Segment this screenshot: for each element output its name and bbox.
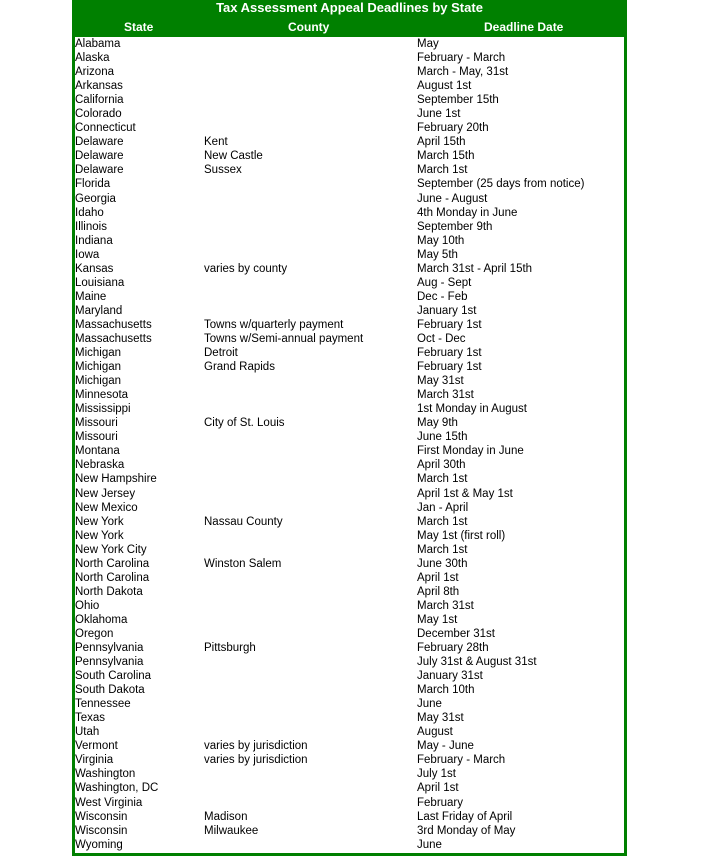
cell-deadline: July 31st & August 31st — [417, 656, 537, 669]
table-row — [75, 121, 624, 135]
cell-deadline: March 1st — [417, 543, 468, 556]
cell-state: New Hampshire — [75, 473, 157, 486]
table-row — [75, 374, 624, 388]
cell-deadline: February 1st — [417, 361, 482, 374]
cell-deadline: April 1st & May 1st — [417, 487, 513, 500]
cell-state: Virginia — [75, 754, 114, 767]
cell-state: South Carolina — [75, 670, 152, 683]
table-row — [75, 725, 624, 739]
cell-deadline: June 15th — [417, 431, 468, 444]
cell-county: varies by county — [204, 262, 288, 275]
cell-deadline: June — [417, 838, 442, 851]
cell-county: Towns w/quarterly payment — [204, 318, 344, 331]
table-row — [75, 444, 624, 458]
deadlines-table — [72, 0, 627, 856]
cell-state: Oklahoma — [75, 613, 128, 626]
table-row — [75, 65, 624, 79]
cell-deadline: Oct - Dec — [417, 332, 466, 345]
table-row — [75, 248, 624, 262]
table-row — [75, 304, 624, 318]
cell-county: City of St. Louis — [204, 417, 285, 430]
table-title: Tax Assessment Appeal Deadlines by State — [216, 0, 483, 15]
cell-state: Wisconsin — [75, 810, 128, 823]
table-row — [75, 711, 624, 725]
cell-deadline: Last Friday of April — [417, 810, 513, 823]
cell-deadline: April 15th — [417, 136, 466, 149]
cell-state: Michigan — [75, 361, 122, 374]
cell-state: Idaho — [75, 206, 104, 219]
cell-deadline: March 1st — [417, 473, 468, 486]
table-row — [75, 683, 624, 697]
cell-deadline: August — [417, 726, 453, 739]
cell-deadline: May 31st — [417, 712, 464, 725]
table-row — [75, 388, 624, 402]
cell-deadline: April 30th — [417, 459, 466, 472]
table-row — [75, 135, 624, 149]
table-row — [75, 93, 624, 107]
cell-deadline: Jan - April — [417, 501, 469, 514]
table-row — [75, 613, 624, 627]
table-row — [75, 79, 624, 93]
table-row — [75, 655, 624, 669]
column-header-state: State — [124, 20, 154, 34]
table-row — [75, 206, 624, 220]
cell-deadline: February - March — [417, 52, 506, 65]
cell-state: California — [75, 94, 124, 107]
cell-state: New Jersey — [75, 487, 136, 500]
table-row — [75, 669, 624, 683]
table-row — [75, 318, 624, 332]
table-row — [75, 472, 624, 486]
cell-county: New Castle — [204, 150, 263, 163]
cell-state: Nebraska — [75, 459, 125, 472]
cell-deadline: February 1st — [417, 318, 482, 331]
table-row — [75, 220, 624, 234]
cell-deadline: March 15th — [417, 150, 475, 163]
table-row — [75, 276, 624, 290]
table-row — [75, 515, 624, 529]
cell-state: Alabama — [75, 38, 121, 50]
table-row — [75, 585, 624, 599]
table-row — [75, 557, 624, 571]
cell-deadline: May 5th — [417, 248, 458, 261]
table-row — [75, 234, 624, 248]
table-row — [75, 360, 624, 374]
cell-state: Montana — [75, 445, 120, 458]
table-row — [75, 402, 624, 416]
table-row — [75, 627, 624, 641]
table-row — [75, 781, 624, 795]
table-row — [75, 290, 624, 304]
cell-deadline: June - August — [417, 192, 488, 205]
cell-state: Maine — [75, 290, 107, 303]
cell-deadline: March 1st — [417, 164, 468, 177]
table-row — [75, 163, 624, 177]
table-row — [75, 697, 624, 711]
cell-county: varies by jurisdiction — [204, 740, 308, 753]
cell-state: New York City — [75, 543, 147, 556]
cell-deadline: May — [417, 38, 439, 50]
cell-deadline: January 31st — [417, 670, 483, 683]
cell-deadline: July 1st — [417, 768, 456, 781]
cell-deadline: March 31st — [417, 389, 474, 402]
cell-deadline: March 10th — [417, 684, 475, 697]
cell-state: New Mexico — [75, 501, 138, 514]
cell-deadline: March 31st - April 15th — [417, 262, 533, 275]
table-row — [75, 529, 624, 543]
table-row — [75, 838, 624, 852]
cell-state: Tennessee — [75, 698, 131, 711]
cell-state: North Carolina — [75, 557, 150, 570]
cell-state: Missouri — [75, 417, 118, 430]
table-row — [75, 192, 624, 206]
cell-deadline: September (25 days from notice) — [417, 178, 585, 191]
cell-state: Connecticut — [75, 122, 136, 135]
cell-state: Michigan — [75, 375, 122, 388]
cell-deadline: May - June — [417, 740, 474, 753]
cell-deadline: May 1st — [417, 613, 458, 626]
table-row — [75, 51, 624, 65]
table-row — [75, 262, 624, 276]
cell-state: Pennsylvania — [75, 656, 144, 669]
table-row — [75, 487, 624, 501]
cell-state: Louisiana — [75, 276, 125, 289]
cell-state: Oregon — [75, 627, 114, 640]
cell-county: Grand Rapids — [204, 361, 275, 374]
cell-deadline: May 10th — [417, 234, 465, 247]
cell-county: Pittsburgh — [204, 642, 256, 655]
cell-state: Delaware — [75, 150, 124, 163]
cell-state: Washington, DC — [75, 782, 159, 795]
table-row — [75, 107, 624, 121]
cell-deadline: September 15th — [417, 94, 499, 107]
cell-deadline: April 1st — [417, 571, 459, 584]
cell-deadline: 3rd Monday of May — [417, 824, 516, 837]
cell-deadline: December 31st — [417, 627, 495, 640]
cell-state: Missouri — [75, 431, 118, 444]
cell-county: Madison — [204, 810, 248, 823]
cell-state: Illinois — [75, 220, 107, 233]
cell-state: Washington — [75, 768, 136, 781]
cell-state: Mississippi — [75, 403, 131, 416]
cell-state: North Dakota — [75, 585, 143, 598]
cell-deadline: February - March — [417, 754, 506, 767]
cell-county: Towns w/Semi-annual payment — [204, 332, 364, 345]
cell-state: South Dakota — [75, 684, 145, 697]
table-row — [75, 810, 624, 824]
cell-deadline: May 1st (first roll) — [417, 529, 506, 542]
cell-county: varies by jurisdiction — [204, 754, 308, 767]
table-row — [75, 416, 624, 430]
cell-state: Delaware — [75, 136, 124, 149]
cell-deadline: June 30th — [417, 557, 468, 570]
cell-deadline: Dec - Feb — [417, 290, 468, 303]
cell-state: Wisconsin — [75, 824, 128, 837]
table-row — [75, 571, 624, 585]
table-row — [75, 767, 624, 781]
cell-county: Nassau County — [204, 515, 283, 528]
cell-deadline: February 20th — [417, 122, 489, 135]
table-row — [75, 346, 624, 360]
table-row — [75, 753, 624, 767]
cell-deadline: April 1st — [417, 782, 459, 795]
cell-deadline: February — [417, 796, 464, 809]
cell-deadline: January 1st — [417, 304, 477, 317]
cell-deadline: May 9th — [417, 417, 458, 430]
cell-state: Colorado — [75, 108, 122, 121]
cell-state: Georgia — [75, 192, 116, 205]
cell-deadline: June — [417, 698, 442, 711]
table-row — [75, 37, 624, 51]
cell-deadline: March 31st — [417, 599, 474, 612]
cell-county: Winston Salem — [204, 557, 282, 570]
cell-deadline: February 28th — [417, 642, 489, 655]
cell-state: Michigan — [75, 347, 122, 360]
cell-state: Massachusetts — [75, 318, 152, 331]
cell-deadline: April 8th — [417, 585, 460, 598]
cell-state: Iowa — [75, 248, 100, 261]
column-header-county: County — [288, 20, 330, 34]
column-header-deadline: Deadline Date — [484, 20, 564, 34]
cell-state: Texas — [75, 712, 106, 725]
table-row — [75, 430, 624, 444]
table-row — [75, 796, 624, 810]
table-row — [75, 543, 624, 557]
cell-state: Kansas — [75, 262, 114, 275]
table-row — [75, 458, 624, 472]
table-row — [75, 739, 624, 753]
table-row — [75, 824, 624, 838]
cell-county: Sussex — [204, 164, 242, 177]
cell-state: West Virginia — [75, 796, 143, 809]
cell-state: Ohio — [75, 599, 100, 612]
cell-deadline: June 1st — [417, 108, 461, 121]
cell-state: Wyoming — [75, 838, 123, 851]
cell-deadline: 4th Monday in June — [417, 206, 518, 219]
cell-county: Detroit — [204, 347, 238, 360]
cell-state: North Carolina — [75, 571, 150, 584]
cell-state: Massachusetts — [75, 332, 152, 345]
cell-deadline: February 1st — [417, 347, 482, 360]
table-row — [75, 501, 624, 515]
table-row — [75, 641, 624, 655]
cell-state: Pennsylvania — [75, 642, 144, 655]
cell-deadline: 1st Monday in August — [417, 403, 527, 416]
column-header-row — [72, 18, 627, 36]
cell-county: Milwaukee — [204, 824, 259, 837]
table-row — [75, 599, 624, 613]
table-row — [75, 177, 624, 191]
cell-deadline: Aug - Sept — [417, 276, 472, 289]
cell-deadline: September 9th — [417, 220, 493, 233]
cell-state: New York — [75, 515, 124, 528]
cell-state: Delaware — [75, 164, 124, 177]
cell-deadline: May 31st — [417, 375, 464, 388]
table-body — [75, 37, 624, 853]
cell-state: Utah — [75, 726, 100, 739]
table-row — [75, 149, 624, 163]
cell-county: Kent — [204, 136, 228, 149]
table-row — [75, 332, 624, 346]
cell-state: Arkansas — [75, 80, 123, 93]
cell-deadline: March 1st — [417, 515, 468, 528]
cell-state: Arizona — [75, 66, 114, 79]
cell-state: Maryland — [75, 304, 123, 317]
cell-state: Florida — [75, 178, 111, 191]
cell-deadline: August 1st — [417, 80, 472, 93]
cell-state: Indiana — [75, 234, 113, 247]
cell-deadline: First Monday in June — [417, 445, 524, 458]
cell-state: Minnesota — [75, 389, 129, 402]
cell-state: Alaska — [75, 52, 110, 65]
cell-state: New York — [75, 529, 124, 542]
cell-state: Vermont — [75, 740, 118, 753]
cell-deadline: March - May, 31st — [417, 66, 509, 79]
